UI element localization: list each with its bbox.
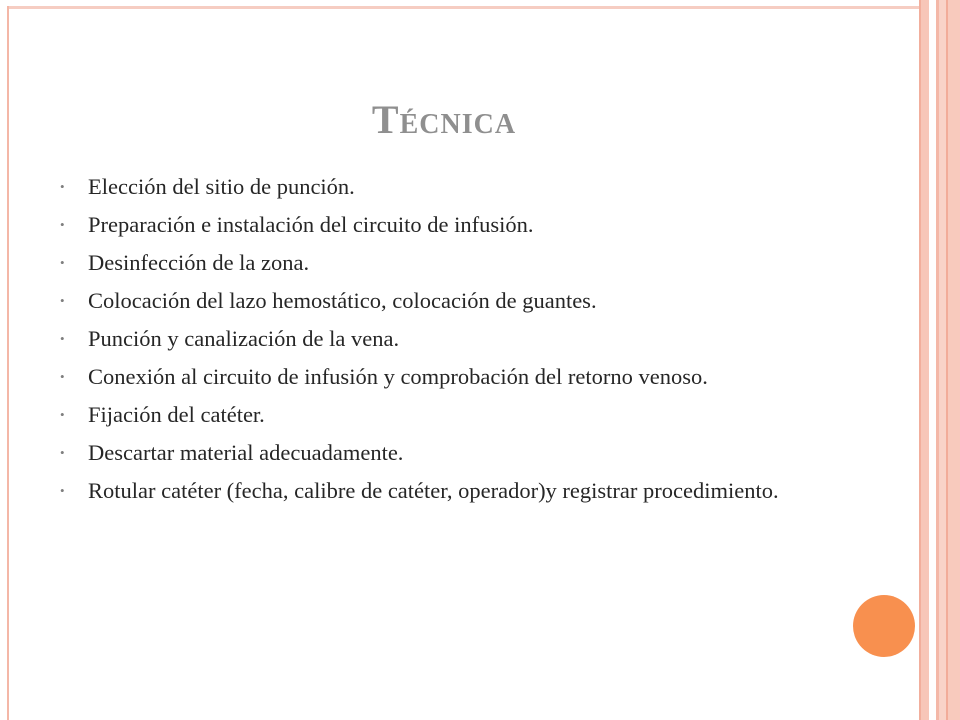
bullet-marker: •	[60, 407, 65, 422]
bullet-text: Fijación del catéter.	[88, 402, 265, 427]
bullet-text: Desinfección de la zona.	[88, 250, 310, 275]
right-band-stripe	[939, 0, 946, 720]
bullet-marker: •	[60, 331, 65, 346]
bullet-text: Elección del sitio de punción.	[88, 174, 355, 199]
bullet-marker: •	[60, 255, 65, 270]
bullet-list	[60, 172, 850, 514]
bullet-text: Descartar material adecuadamente.	[88, 440, 404, 465]
bullet-marker: •	[60, 293, 65, 308]
bullet-item	[60, 248, 850, 278]
bullet-item	[60, 210, 850, 240]
bullet-marker: •	[60, 369, 65, 384]
bullet-item	[60, 324, 850, 354]
bullet-text: Preparación e instalación del circuito de infusión.	[88, 212, 534, 237]
accent-circle	[853, 595, 915, 657]
right-band-gap	[929, 0, 936, 720]
bullet-item	[60, 286, 850, 316]
frame-top-border	[7, 6, 921, 9]
bullet-item	[60, 438, 850, 468]
bullet-item	[60, 172, 850, 202]
bullet-item	[60, 400, 850, 430]
bullet-item	[60, 476, 850, 506]
bullet-text: Colocación del lazo hemostático, colocación de guantes.	[88, 288, 597, 313]
bullet-marker: •	[60, 445, 65, 460]
bullet-text: Conexión al circuito de infusión y comprobación del retorno venoso.	[88, 364, 708, 389]
bullet-text: Punción y canalización de la vena.	[88, 326, 400, 351]
bullet-marker: •	[60, 483, 65, 498]
right-band-stripe	[921, 0, 929, 720]
bullet-item	[60, 362, 850, 392]
right-band-stripe	[948, 0, 960, 720]
bullet-marker: •	[60, 179, 65, 194]
slide-title: Técnica	[371, 97, 517, 142]
bullet-marker: •	[60, 217, 65, 232]
bullet-text: Rotular catéter (fecha, calibre de catéter, operador)y registrar procedimiento.	[88, 478, 779, 503]
